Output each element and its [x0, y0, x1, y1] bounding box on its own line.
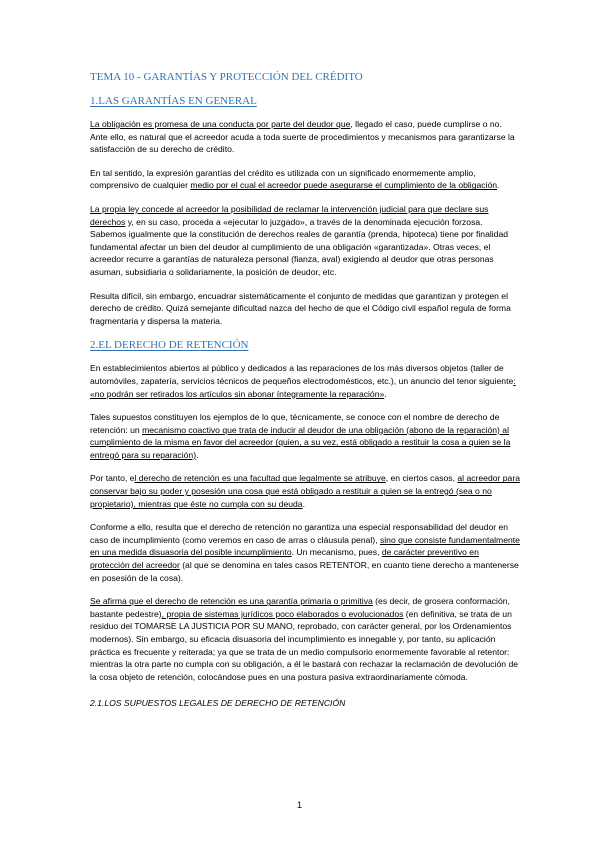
- paragraph: [90, 411, 520, 461]
- paragraph: [90, 521, 520, 584]
- text-run: En establecimientos abiertos al público y dedicados a las reparaciones de los más diversos objetos (taller de automóviles, zapatería, servicios técnicos de pequeños electrodomésticos, etc.), un anuncio del tenor siguiente: [90, 363, 514, 386]
- paragraph: [90, 167, 520, 192]
- text-run: , llegado el caso, puede cumplirse o no. Ante ello, es natural que el acreedor acuda a toda suerte de procedimientos y mecanismos para garantizarse la satisfacción de su derecho de crédito.: [90, 119, 515, 155]
- underlined-text: , propia de sistemas jurídicos poco elaborados o evolucionados: [161, 608, 404, 619]
- text-run: Resulta difícil, sin embargo, encuadrar sistemáticamente el conjunto de medidas que garantizan y protegen el derecho de crédito. Quizá semejante dificultad nazca del hecho de que el Código civil español regula de forma fragmentaria y dispersa la materia.: [90, 290, 511, 326]
- text-run: (al que se denomina en tales casos RETENTOR, en cuanto tiene derecho a mantenerse en posesión de la cosa).: [90, 560, 519, 583]
- paragraph: [90, 203, 520, 279]
- paragraph: [90, 595, 520, 683]
- text-run: .: [384, 388, 387, 399]
- text-run: Conforme a ello, resulta que el derecho de retención no garantiza una especial responsabilidad del deudor en caso de incumplimiento (como veremos en caso de arras o cláusula penal),: [90, 522, 509, 545]
- text-run: .: [196, 449, 199, 460]
- underlined-text: : «no podrán ser retirados los artículos sin abonar íntegramente la reparación»: [90, 375, 516, 399]
- underlined-text: sino que consiste fundamentalmente en una medida disuasoria del posible incumplimiento: [90, 534, 520, 558]
- underlined-text: Se afirma que el derecho de retención es una garantía primaria o primitiva: [90, 596, 373, 607]
- text-run: .: [497, 180, 500, 191]
- text-run: y, en su caso, proceda a «ejecutar lo juzgado», a través de la denominada ejecución forzosa. Sabemos igualmente que la constitución de derechos reales de garantía (prenda, hipoteca) tiene por finalidad fundamental afectar un bien del deudor al cumplimiento de una obligación «garantizada». Otras veces, el acreedor recurre a garantías de naturaleza personal (fianza, aval) exigiendo al deudor que otras personas asuman, subsidiaria o solidariamente, la posición de deudor, etc.: [90, 216, 509, 277]
- text-run: (en definitiva, se trata de un residuo del TOMARSE LA JUSTICIA POR SU MANO, reprobado, con carácter general, por los Ordenamientos modernos). Sin embargo, su eficacia disuasoria del incumplimiento es innegable y, por tanto, su aplicación práctica es frecuente y reiterada; ya que se trata de un medio compulsorio enormemente favorable al retentor: mientras la otra parte no cumpla con su obligación, a él le bastará con rechazar la reclamación de devolución de la cosa objeto de retención, colocándose pues en una postura pasiva extraordinariamente cómoda.: [90, 608, 519, 682]
- paragraph: [90, 472, 520, 510]
- page-number: 1: [296, 800, 302, 810]
- underlined-text: al acreedor para conservar bajo su poder y posesión una cosa que está obligado a restituir a quien se la entregó (sea o no propietario), mientras que éste no cumpla con su deuda: [90, 473, 520, 509]
- page-content: [90, 70, 520, 710]
- paragraph: [90, 290, 520, 328]
- underlined-text: mecanismo coactivo que trata de inducir al deudor de una obligación (abono de la reparación) al cumplimiento de la misma en favor del acreedor (quien, a su vez, está obligado a restituir la cosa a quien se la entregó para su reparación): [90, 424, 511, 460]
- paragraph: [90, 362, 520, 400]
- document-title: TEMA 10 - GARANTÍAS Y PROTECCIÓN DEL CRÉDITO: [90, 71, 363, 83]
- text-run: . Un mecanismo, pues,: [291, 547, 382, 558]
- underlined-text: La obligación es promesa de una conducta por parte del deudor que: [90, 119, 351, 129]
- underlined-text: medio por el cual el acreedor puede asegurarse el cumplimiento de la obligación: [190, 180, 498, 191]
- underlined-text: de carácter preventivo en protección del acreedor: [90, 547, 479, 571]
- underlined-text: l derecho de retención es una facultad que legalmente se atribuye: [134, 473, 386, 484]
- text-run: En tal sentido, la expresión garantías del crédito es utilizada con un significado enormemente amplio, comprensivo de cualquier: [90, 167, 476, 191]
- text-run: , en ciertos casos,: [385, 473, 458, 484]
- text-run: .: [302, 498, 305, 509]
- subsection-heading: 2.1.LOS SUPUESTOS LEGALES DE DERECHO DE RETENCIÓN: [90, 698, 346, 709]
- underlined-text: La propia ley concede al acreedor la posibilidad de reclamar la intervención judicial para que declare sus derechos: [90, 203, 489, 227]
- text-run: Por tanto, e: [90, 473, 135, 484]
- text-run: (es decir, de grosera conformación, bastante pedestre): [90, 596, 510, 619]
- section-heading-1: 1.LAS GARANTÍAS EN GENERAL: [90, 95, 257, 107]
- paragraph: [90, 118, 520, 156]
- section-heading-2: 2.EL DERECHO DE RETENCIÓN: [90, 339, 249, 352]
- text-run: Tales supuestos constituyen los ejemplos de lo que, técnicamente, se conoce con el nombre de derecho de retención: un: [90, 412, 500, 435]
